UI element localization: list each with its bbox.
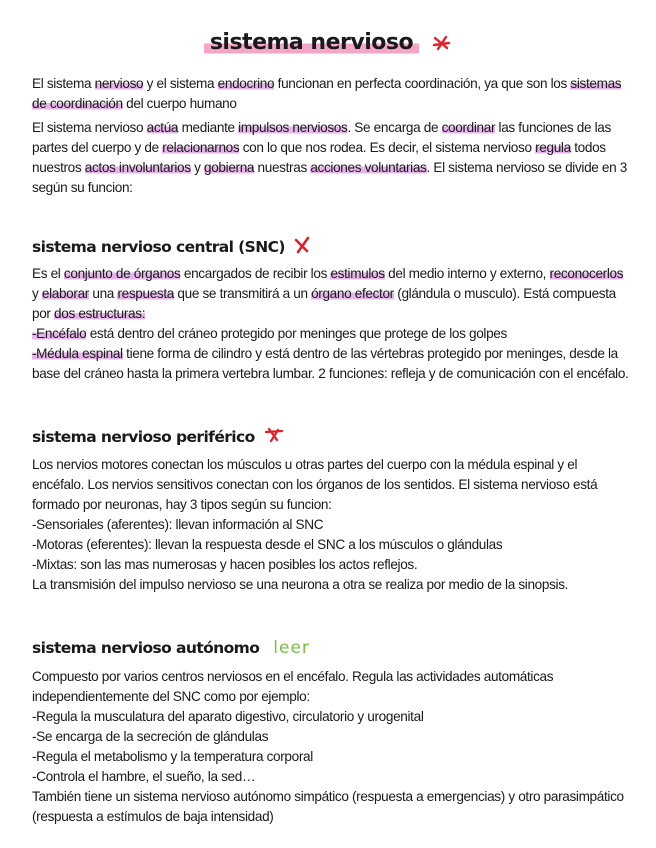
intro-paragraph-2 <box>32 118 632 198</box>
intro-paragraph-1 <box>32 74 632 114</box>
highlighted-term: coordinar <box>441 120 496 135</box>
snp-line: -Sensoriales (aferentes): llevan información al SNC <box>32 517 324 532</box>
highlighted-term: dos estructuras: <box>54 306 146 321</box>
text-segment: y el sistema <box>143 76 218 91</box>
snc-section <box>32 264 632 384</box>
highlighted-term: -Médula espinal <box>32 346 123 361</box>
text-segment: El sistema nervioso <box>32 120 147 135</box>
red-mark-icon <box>263 427 285 447</box>
text-segment: y <box>190 160 205 175</box>
snc-heading-row <box>32 236 311 258</box>
snp-line: -Mixtas: son las mas numerosas y hacen posibles los actos reflejos. <box>32 557 418 572</box>
highlighted-term: nervioso <box>94 76 144 91</box>
text-segment: todos nuestros <box>32 140 606 175</box>
text-segment: funcionan en perfecta coordinación, ya que son los <box>274 76 571 91</box>
highlighted-term: estimulos <box>330 266 385 281</box>
highlighted-term: relacionarnos <box>162 140 240 155</box>
highlighted-term: actúa <box>146 120 179 135</box>
highlighted-term: conjunto de órganos <box>63 266 181 281</box>
snp-heading-row <box>32 427 285 447</box>
text-segment: tiene forma de cilindro y está dentro de las vértebras protegido por meninges, desde la base del cráneo hasta la primera vertebra lumbar. 2 funciones: refleja y de comunicación con el encéfalo. <box>32 346 629 381</box>
sna-line: -Regula la musculatura del aparato digestivo, circulatorio y urogenital <box>32 709 424 724</box>
highlighted-term: respuesta <box>117 286 174 301</box>
leer-tag: leer <box>273 638 310 658</box>
text-segment: una <box>88 286 118 301</box>
highlighted-term: órgano efector <box>311 286 394 301</box>
highlighted-term: elaborar <box>41 286 89 301</box>
red-mark-icon <box>293 236 311 258</box>
text-segment: El sistema <box>32 76 95 91</box>
text-segment: y <box>32 286 42 301</box>
highlighted-term: actos involuntarios <box>84 160 191 175</box>
highlighted-term: regula <box>535 140 571 155</box>
snp-section <box>32 455 632 595</box>
sna-heading: sistema nervioso autónomo <box>32 639 260 657</box>
text-segment: está dentro del cráneo protegido por meninges que protege de los golpes <box>86 326 507 341</box>
text-segment: las funciones de las partes del cuerpo y de <box>32 120 611 155</box>
highlighted-term: acciones voluntarias <box>310 160 427 175</box>
snc-line <box>32 324 632 344</box>
highlighted-term: endocrino <box>217 76 275 91</box>
text-segment: encargados de recibir los <box>180 266 331 281</box>
sna-heading-row <box>32 638 310 658</box>
sna-line: -Regula el metabolismo y la temperatura corporal <box>32 749 313 764</box>
text-segment: Es el <box>32 266 64 281</box>
snc-heading: sistema nervioso central (SNC) <box>32 238 285 256</box>
page-title: sistema nervioso <box>204 30 419 55</box>
snp-line: La transmisión del impulso nervioso se una neurona a otra se realiza por medio de la sinopsis. <box>32 577 569 592</box>
text-segment: nuestras <box>254 160 311 175</box>
text-segment: . Se encarga de <box>347 120 442 135</box>
sna-line: -Controla el hambre, el sueño, la sed… <box>32 769 256 784</box>
sna-section <box>32 667 632 827</box>
text-segment: con lo que nos rodea. Es decir, el sistema nervioso <box>239 140 536 155</box>
red-mark-icon <box>432 35 452 55</box>
text-segment: mediante <box>178 120 239 135</box>
sna-line: También tiene un sistema nervioso autónomo simpático (respuesta a emergencias) y otro parasimpático (respuesta a estímulos de baja intensidad) <box>32 789 624 824</box>
sna-line: -Se encarga de la secreción de glándulas <box>32 729 269 744</box>
snc-line <box>32 264 632 324</box>
text-segment: . El sistema nervioso se divide en 3 según su funcion: <box>32 160 627 195</box>
sna-line: Compuesto por varios centros nerviosos en el encéfalo. Regula las actividades automáticas independientemente del SNC como por ejemplo: <box>32 669 554 704</box>
text-segment: del cuerpo humano <box>122 96 237 111</box>
highlighted-term: gobierna <box>204 160 255 175</box>
snc-line <box>32 344 632 384</box>
title-row <box>0 30 656 55</box>
highlighted-term: reconocerlos <box>549 266 624 281</box>
snp-heading: sistema nervioso periférico <box>32 428 255 446</box>
highlighted-term: -Encéfalo <box>32 326 87 341</box>
text-segment: (glándula o musculo). Está compuesta por <box>32 286 616 321</box>
highlighted-term: impulsos nerviosos <box>238 120 348 135</box>
intro-section <box>32 74 632 198</box>
highlighted-term: sistemas de coordinación <box>32 76 622 111</box>
snp-line: -Motoras (eferentes): llevan la respuesta desde el SNC a los músculos o glándulas <box>32 537 503 552</box>
text-segment: que se transmitirá a un <box>174 286 312 301</box>
snp-line: Los nervios motores conectan los músculos u otras partes del cuerpo con la médula espinal y el encéfalo. Los nervios sensitivos conectan con los órganos de los sentidos. El sistema nervioso está formado por neuronas, hay 3 tipos según su funcion: <box>32 457 598 512</box>
text-segment: del medio interno y externo, <box>384 266 550 281</box>
